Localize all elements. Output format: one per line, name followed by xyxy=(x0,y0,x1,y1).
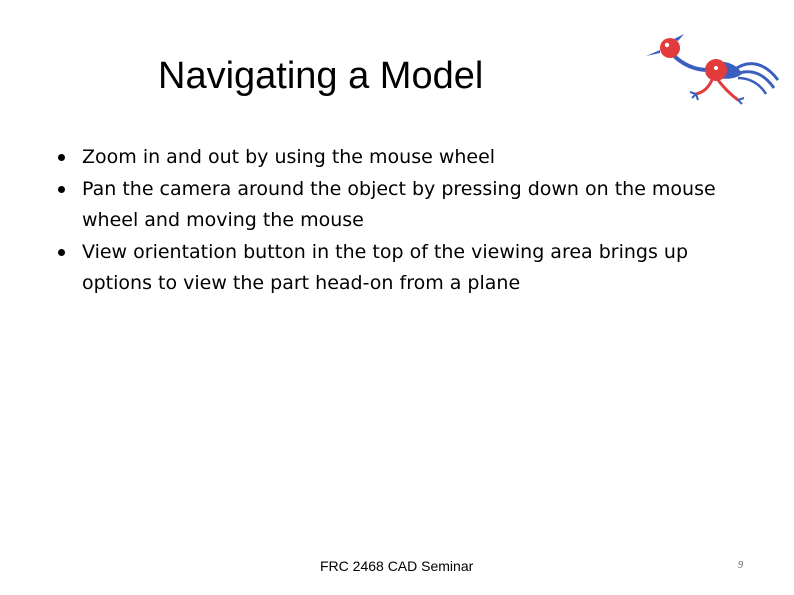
slide-title: Navigating a Model xyxy=(158,55,484,97)
bullet-dot-icon xyxy=(58,249,65,256)
slide-footer: FRC 2468 CAD Seminar xyxy=(320,558,474,574)
list-item xyxy=(58,237,748,300)
bullet-list xyxy=(58,142,748,300)
list-item xyxy=(58,174,748,237)
slide-number: 9 xyxy=(738,560,743,571)
bullet-text: Pan the camera around the object by pressing down on the mouse wheel and moving the mouse xyxy=(82,177,716,231)
list-item xyxy=(58,142,748,174)
bullet-text: Zoom in and out by using the mouse wheel xyxy=(82,146,496,168)
bullet-text: View orientation button in the top of the viewing area brings up options to view the part head-on from a plane xyxy=(82,240,689,294)
bullet-dot-icon xyxy=(58,186,65,193)
bullet-dot-icon xyxy=(58,154,65,161)
roadrunner-mascot-icon xyxy=(638,30,783,112)
